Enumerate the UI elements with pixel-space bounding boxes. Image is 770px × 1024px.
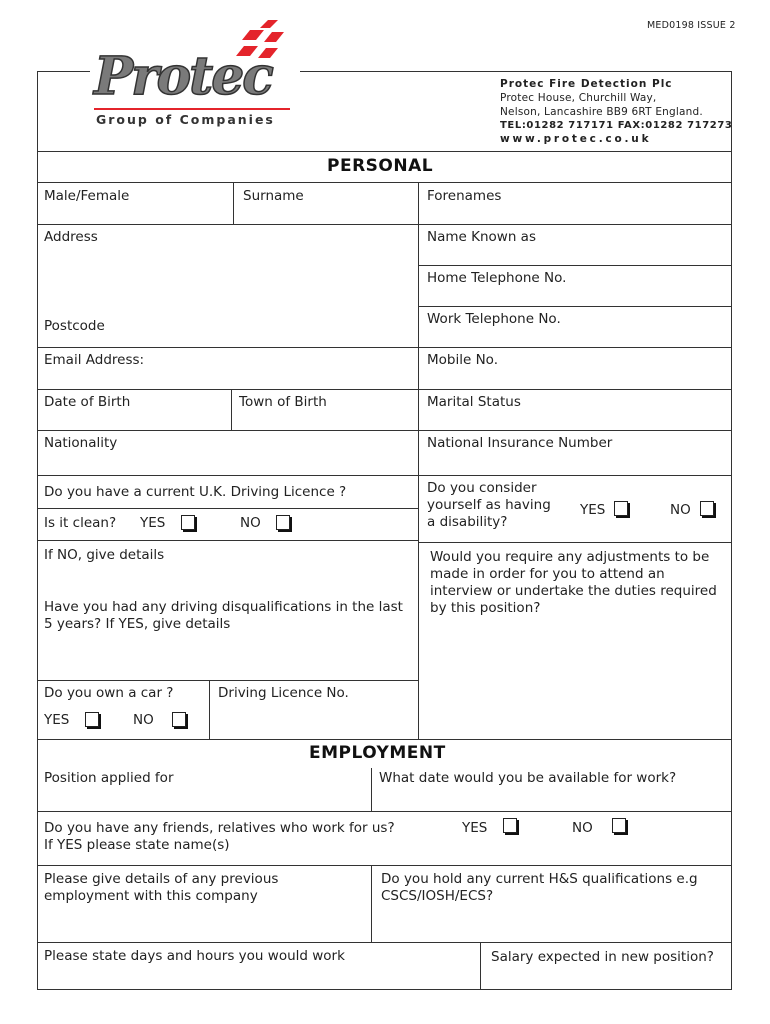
divider: [37, 182, 732, 183]
own-car-question: Do you own a car ?: [44, 685, 174, 701]
dob-label: Date of Birth: [44, 394, 131, 410]
address-label: Address: [44, 229, 98, 245]
is-clean-label: Is it clean?: [44, 515, 117, 531]
divider: [418, 542, 732, 543]
divider: [231, 389, 232, 430]
clean-yes-checkbox[interactable]: [181, 515, 195, 530]
divider: [418, 306, 732, 307]
divider: [37, 430, 732, 431]
available-date-label: What date would you be available for work?: [379, 770, 677, 786]
car-no-label: NO: [133, 712, 154, 728]
company-address-line1: Protec House, Churchill Way,: [500, 92, 657, 104]
divider: [371, 768, 372, 811]
divider: [37, 680, 418, 681]
previous-employment-label: Please give details of any previous employment with this company: [44, 871, 279, 904]
company-address-line2: Nelson, Lancashire BB9 6RT England.: [500, 106, 703, 118]
divider: [418, 265, 732, 266]
surname-label: Surname: [243, 188, 304, 204]
disqualifications-question: Have you had any driving disqualifications in the last 5 years? If YES, give details: [44, 599, 403, 632]
divider: [209, 680, 210, 739]
car-yes-label: YES: [44, 712, 70, 728]
divider: [480, 942, 481, 990]
town-of-birth-label: Town of Birth: [239, 394, 327, 410]
document-reference: MED0198 ISSUE 2: [647, 20, 736, 31]
work-telephone-label: Work Telephone No.: [427, 311, 561, 327]
company-name: Protec Fire Detection Plc: [500, 78, 673, 90]
driving-licence-question: Do you have a current U.K. Driving Licence ?: [44, 484, 347, 500]
logo-tagline: Group of Companies: [96, 112, 275, 127]
ni-number-label: National Insurance Number: [427, 435, 613, 451]
divider: [37, 475, 732, 476]
employment-heading: EMPLOYMENT: [309, 743, 446, 763]
clean-no-checkbox[interactable]: [276, 515, 290, 530]
male-female-label: Male/Female: [44, 188, 130, 204]
divider: [37, 942, 732, 943]
forenames-label: Forenames: [427, 188, 502, 204]
divider: [37, 151, 732, 152]
logo-underline: [94, 108, 290, 110]
friends-names-label: If YES please state name(s): [44, 837, 230, 853]
email-label: Email Address:: [44, 352, 145, 368]
friends-question: Do you have any friends, relatives who work for us?: [44, 820, 395, 836]
friends-yes-checkbox[interactable]: [503, 818, 517, 833]
disability-yes-checkbox[interactable]: [614, 501, 628, 516]
divider: [37, 540, 418, 541]
disability-no-label: NO: [670, 502, 691, 518]
divider: [37, 865, 732, 866]
position-applied-label: Position applied for: [44, 770, 174, 786]
licence-number-label: Driving Licence No.: [218, 685, 349, 701]
logo-wordmark: Protec: [94, 46, 272, 107]
marital-status-label: Marital Status: [427, 394, 521, 410]
if-no-details-label: If NO, give details: [44, 547, 165, 563]
company-contact: TEL:01282 717171 FAX:01282 717273: [500, 120, 733, 131]
adjustments-question: Would you require any adjustments to be made in order for you to attend an interview or undertake the duties required by this position?: [430, 549, 717, 616]
divider: [233, 182, 234, 224]
mobile-label: Mobile No.: [427, 352, 498, 368]
divider: [37, 389, 732, 390]
friends-yes-label: YES: [462, 820, 488, 836]
salary-label: Salary expected in new position?: [491, 949, 714, 965]
name-known-as-label: Name Known as: [427, 229, 536, 245]
hs-qualifications-label: Do you hold any current H&S qualifications e.g CSCS/IOSH/ECS?: [381, 871, 698, 904]
divider: [37, 739, 732, 740]
disability-no-checkbox[interactable]: [700, 501, 714, 516]
friends-no-label: NO: [572, 820, 593, 836]
postcode-label: Postcode: [44, 318, 105, 334]
days-hours-label: Please state days and hours you would work: [44, 948, 345, 964]
friends-no-checkbox[interactable]: [612, 818, 626, 833]
company-website: www.protec.co.uk: [500, 133, 652, 145]
personal-heading: PERSONAL: [327, 156, 434, 176]
home-telephone-label: Home Telephone No.: [427, 270, 567, 286]
divider: [37, 347, 732, 348]
logo: [90, 18, 300, 133]
divider: [371, 865, 372, 942]
car-no-checkbox[interactable]: [172, 712, 186, 727]
divider: [37, 811, 732, 812]
disability-question: Do you consider yourself as having a disability?: [427, 480, 551, 530]
car-yes-checkbox[interactable]: [85, 712, 99, 727]
disability-yes-label: YES: [580, 502, 606, 518]
nationality-label: Nationality: [44, 435, 118, 451]
divider: [37, 224, 732, 225]
clean-no-label: NO: [240, 515, 261, 531]
clean-yes-label: YES: [140, 515, 166, 531]
divider: [37, 508, 418, 509]
